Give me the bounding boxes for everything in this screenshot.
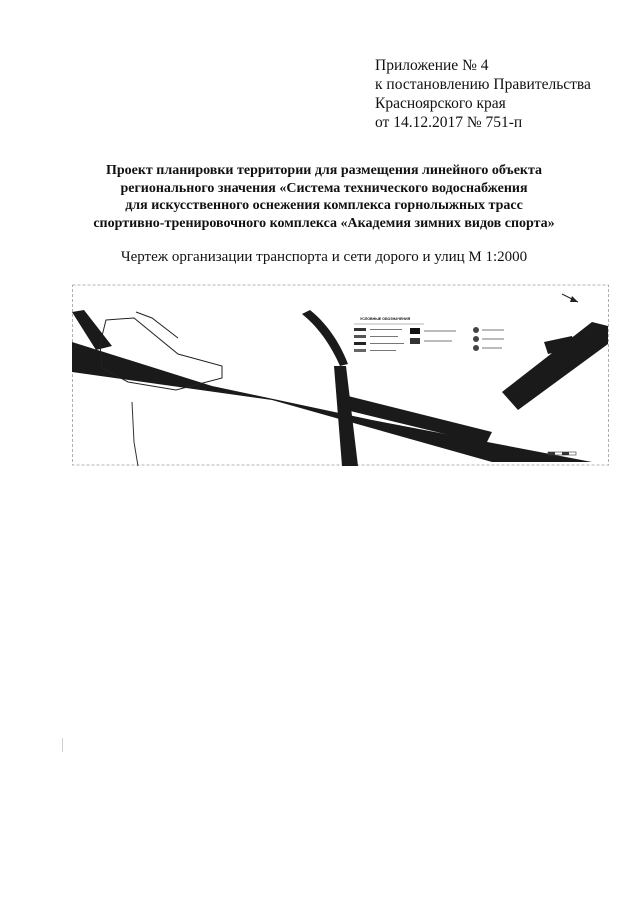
appendix-date-number: от 14.12.2017 № 751-п — [375, 114, 523, 131]
north-arrow-icon — [562, 294, 578, 302]
curved-road — [302, 310, 348, 366]
drawing-caption: Чертеж организации транспорта и сети дорого и улиц М 1:2000 — [120, 249, 528, 265]
plan-drawing-svg — [72, 282, 610, 466]
title-line-1: Проект планировки территории для размещения линейного объекта — [105, 163, 543, 178]
left-thin-line — [132, 402, 138, 466]
appendix-region: Красноярского края — [375, 95, 506, 112]
scan-mark — [62, 738, 63, 752]
legend-title: УСЛОВНЫЕ ОБОЗНАЧЕНИЯ — [360, 317, 411, 321]
title-line-4: спортивно-тренировочного комплекса «Академия зимних видов спорта» — [93, 215, 555, 231]
appendix-number: Приложение № 4 — [375, 57, 489, 74]
appendix-header — [375, 56, 625, 132]
document-title — [40, 162, 608, 232]
right-road — [502, 322, 608, 410]
transport-plan-drawing — [72, 282, 610, 466]
title-line-2: регионального значения «Система технического водоснабжения — [120, 180, 528, 196]
scale-bar — [548, 452, 576, 455]
appendix-resolution-ref: к постановлению Правительства — [375, 76, 591, 93]
title-line-3: для искусственного оснежения комплекса горнолыжных трасс — [125, 198, 523, 213]
legend — [354, 317, 504, 352]
